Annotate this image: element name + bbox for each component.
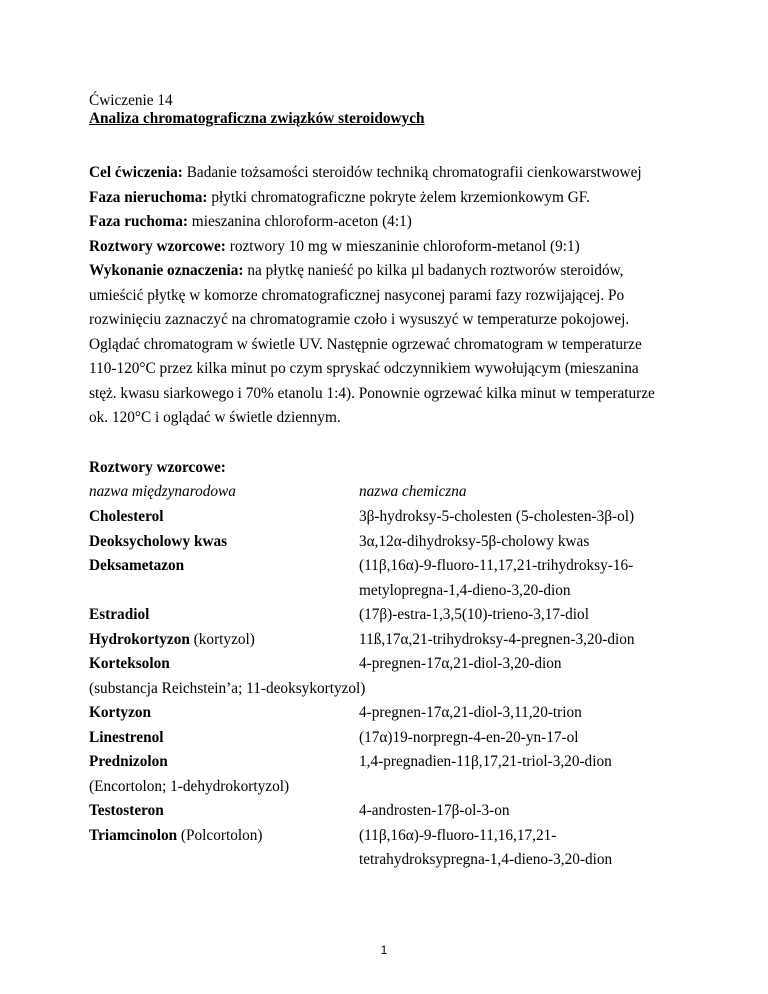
info-label: Roztwory wzorcowe: — [89, 238, 226, 255]
compound-name: Kortyzon — [89, 704, 152, 721]
table-row-name — [89, 508, 164, 526]
compound-name: Triamcinolon — [89, 827, 178, 844]
info-text: na płytkę nanieść po kilka µl badanych roztworów steroidów, — [243, 262, 624, 279]
info-text: roztwory 10 mg w mieszaninie chloroform-metanol (9:1) — [225, 238, 580, 255]
chemical-name: (11β,16α)-9-fluoro-11,17,21-trihydroksy-16- — [359, 557, 634, 574]
info-text: płytki chromatograficzne pokryte żelem krzemionkowym GF. — [207, 189, 590, 206]
compound-name: Cholesterol — [89, 508, 164, 525]
chemical-name: 4-androsten-17β-ol-3-on — [359, 802, 510, 819]
procedure-line: umieścić płytkę w komorze chromatograficznej nasyconej parami fazy rozwijającej. Po — [89, 287, 625, 304]
chemical-name: 11ß,17α,21-trihydroksy-4-pregnen-3,20-dion — [359, 631, 635, 648]
info-line — [89, 238, 580, 256]
chemical-name: (11β,16α)-9-fluoro-11,16,17,21- — [359, 827, 557, 844]
info-line — [89, 213, 412, 231]
compound-synonym: (Polcortolon) — [177, 827, 263, 844]
table-row-name — [89, 631, 255, 649]
compound-name: Prednizolon — [89, 753, 168, 770]
procedure-line: 110-120°C przez kilka minut po czym spryskać odczynnikiem wywołującym (mieszanina — [89, 360, 639, 377]
table-row-name — [89, 533, 227, 551]
table-row-name — [89, 655, 170, 673]
compound-name: Estradiol — [89, 606, 150, 623]
chemical-name: 4-pregnen-17α,21-diol-3,20-dion — [359, 655, 562, 672]
info-line — [89, 189, 590, 207]
chemical-name: metylopregna-1,4-dieno-3,20-dion — [359, 582, 571, 599]
procedure-line: rozwinięciu zaznaczyć na chromatogramie czoło i wysuszyć w temperaturze pokojowej. — [89, 311, 630, 328]
standards-heading: Roztwory wzorcowe: — [89, 459, 226, 476]
compound-name: Korteksolon — [89, 655, 170, 672]
compound-name: Hydrokortyzon — [89, 631, 190, 648]
page-number: 1 — [380, 943, 388, 957]
chemical-name: 3β-hydroksy-5-cholesten (5-cholesten-3β-ol) — [359, 508, 635, 525]
chemical-name: tetrahydroksypregna-1,4-dieno-3,20-dion — [359, 851, 613, 868]
table-row-name — [89, 557, 184, 575]
table-row-name — [89, 680, 365, 698]
column-header-chemical-name: nazwa chemiczna — [359, 483, 467, 500]
info-label: Cel ćwiczenia: — [89, 164, 183, 181]
info-text: mieszanina chloroform-aceton (4:1) — [187, 213, 412, 230]
compound-synonym: (substancja Reichstein’a; 11-deoksykortyzol) — [89, 680, 366, 697]
table-row-name — [89, 778, 289, 796]
chemical-name: (17α)19-norpregn-4-en-20-yn-17-ol — [359, 729, 579, 746]
info-label: Faza ruchoma: — [89, 213, 188, 230]
chemical-name: 1,4-pregnadien-11β,17,21-triol-3,20-dion — [359, 753, 612, 770]
table-row-name — [89, 606, 149, 624]
compound-name: Deoksycholowy kwas — [89, 533, 228, 550]
table-row-name — [89, 704, 151, 722]
chemical-name: (17β)-estra-1,3,5(10)-trieno-3,17-diol — [359, 606, 589, 623]
table-row-name — [89, 827, 263, 845]
table-row-name — [89, 729, 164, 747]
compound-name: Deksametazon — [89, 557, 185, 574]
compound-name: Testosteron — [89, 802, 164, 819]
column-header-international-name: nazwa międzynarodowa — [89, 483, 236, 500]
exercise-number: Ćwiczenie 14 — [89, 92, 173, 109]
chemical-name: 4-pregnen-17α,21-diol-3,11,20-trion — [359, 704, 582, 721]
chemical-name: 3α,12α-dihydroksy-5β-cholowy kwas — [359, 533, 590, 550]
procedure-line: stęż. kwasu siarkowego i 70% etanolu 1:4). Ponownie ogrzewać kilka minut w temperaturze — [89, 385, 655, 402]
info-line — [89, 164, 642, 182]
table-row-name — [89, 753, 168, 771]
info-line — [89, 262, 623, 280]
procedure-line: ok. 120°C i oglądać w świetle dziennym. — [89, 409, 341, 426]
compound-name: Linestrenol — [89, 729, 164, 746]
info-text: Badanie tożsamości steroidów techniką chromatografii cienkowarstwowej — [182, 164, 642, 181]
info-label: Wykonanie oznaczenia: — [89, 262, 244, 279]
info-label: Faza nieruchoma: — [89, 189, 208, 206]
table-row-name — [89, 802, 164, 820]
compound-synonym: (kortyzol) — [189, 631, 255, 648]
compound-synonym: (Encortolon; 1-dehydrokortyzol) — [89, 778, 290, 795]
procedure-line: Oglądać chromatogram w świetle UV. Następnie ogrzewać chromatogram w temperaturze — [89, 336, 642, 353]
document-title: Analiza chromatograficzna związków steroidowych — [89, 110, 425, 127]
